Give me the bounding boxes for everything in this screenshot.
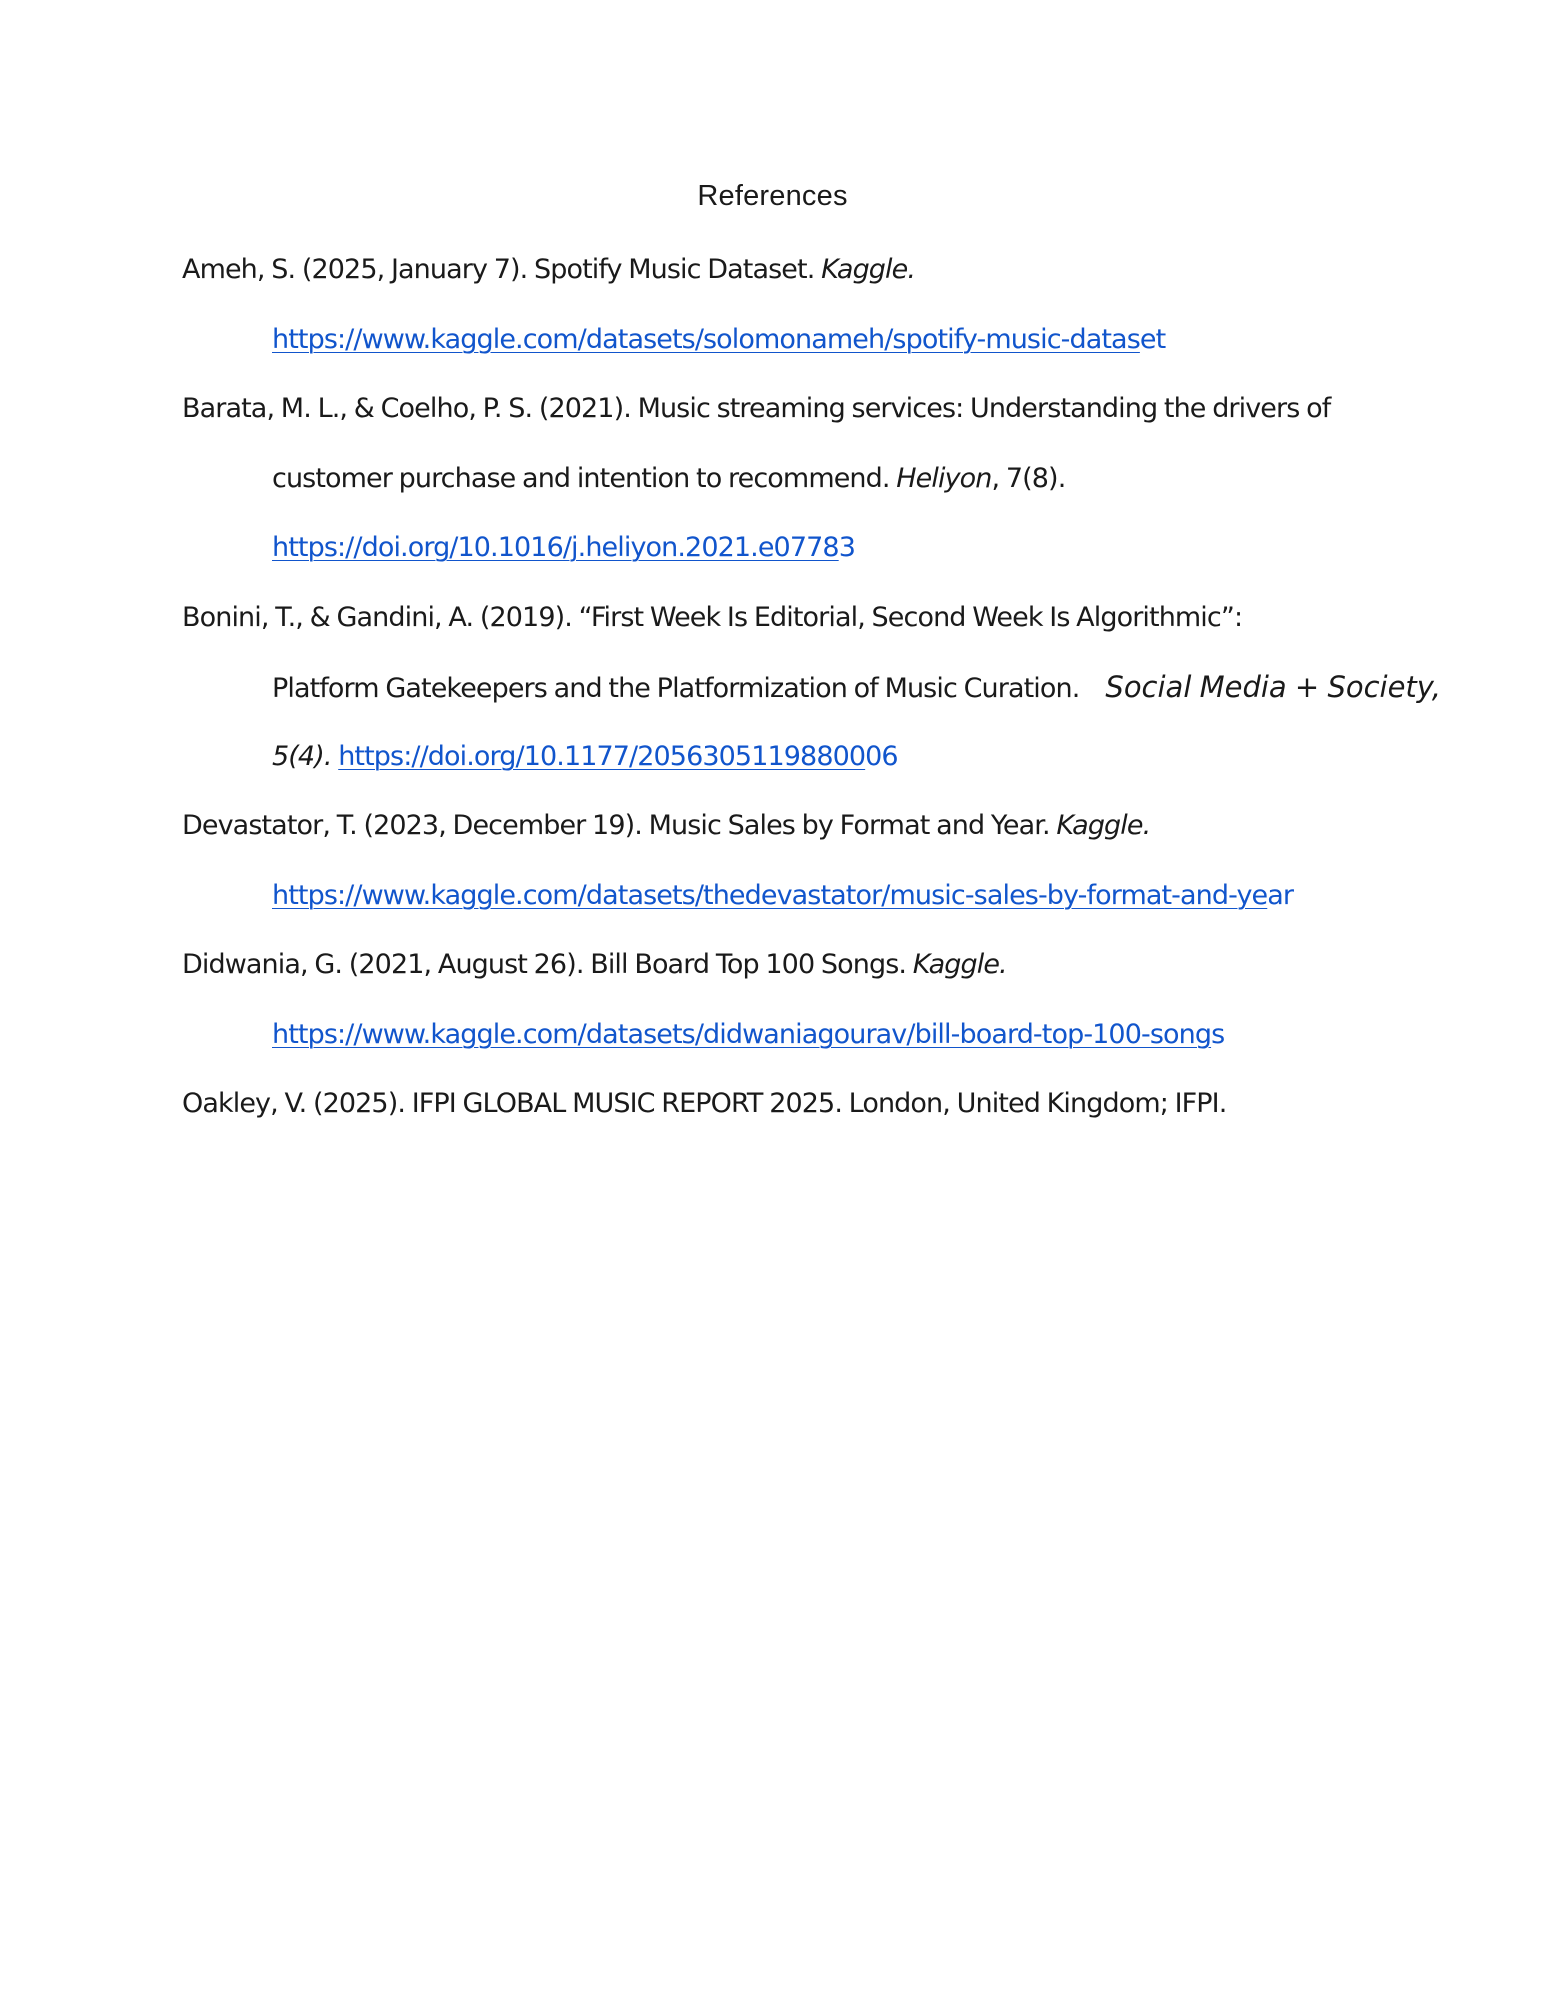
- reference-text: Didwania, G. (2021, August 26). Bill Board Top 100 Songs.: [182, 949, 913, 980]
- reference-text: Devastator, T. (2023, December 19). Music Sales by Format and Year.: [182, 810, 1057, 841]
- reference-text: Platform Gatekeepers and the Platformization of Music Curation.: [272, 673, 1080, 704]
- reference-didwania: [182, 941, 1422, 1011]
- reference-bonini: [182, 594, 1422, 664]
- reference-bonini-line2: [182, 663, 1441, 733]
- reference-text: Bonini, T., & Gandini, A. (2019). “First Week Is Editorial, Second Week Is Algorithmic”:: [182, 601, 1243, 633]
- reference-ameh-url-line: [182, 316, 1422, 386]
- reference-text: Barata, M. L., & Coelho, P. S. (2021). Music streaming services: Understanding the drivers of: [182, 393, 1331, 424]
- reference-barata: [182, 385, 1422, 455]
- reference-ameh: [182, 246, 1422, 316]
- reference-devastator-url-line: [182, 872, 1422, 942]
- reference-link[interactable]: https://doi.org/10.1177/20563051198800: [338, 740, 866, 772]
- reference-journal: Heliyon: [896, 462, 992, 494]
- reference-link[interactable]: https://www.kaggle.com/datasets/thedevastator/music-sales-by-format-and-ye: [272, 879, 1268, 911]
- reference-text: customer purchase and intention to recommend.: [272, 462, 897, 494]
- reference-source: Kaggle.: [912, 949, 1007, 980]
- reference-devastator: [182, 802, 1422, 872]
- reference-barata-line2: [182, 455, 1422, 525]
- reference-source: Kaggle.: [1056, 810, 1151, 841]
- reference-text: Ameh, S. (2025, January 7). Spotify Music Dataset.: [182, 254, 822, 285]
- reference-link-tail[interactable]: 3: [838, 532, 855, 563]
- reference-oakley: [182, 1080, 1422, 1150]
- reference-text: , 7(8).: [991, 462, 1066, 494]
- reference-bonini-url-line: [182, 733, 1422, 803]
- page-title: References: [697, 180, 848, 212]
- reference-volume: 5(4).: [272, 740, 332, 772]
- reference-text: Oakley, V. (2025). IFPI GLOBAL MUSIC REPORT 2025. London, United Kingdom; IFPI.: [182, 1088, 1227, 1119]
- reference-didwania-url-line: [182, 1011, 1422, 1081]
- reference-journal: Social Media + Society,: [1105, 670, 1441, 704]
- reference-list: [182, 246, 1441, 1150]
- reference-source: Kaggle.: [821, 254, 916, 285]
- reference-link-tail[interactable]: s: [1211, 1018, 1225, 1050]
- reference-barata-url-line: [182, 524, 1422, 594]
- reference-link-tail[interactable]: ar: [1267, 879, 1294, 911]
- reference-link-tail[interactable]: et: [1139, 323, 1166, 355]
- reference-link[interactable]: https://www.kaggle.com/datasets/solomonameh/spotify-music-datas: [272, 323, 1140, 355]
- reference-link[interactable]: https://doi.org/10.1016/j.heliyon.2021.e0778: [272, 532, 839, 563]
- reference-link[interactable]: https://www.kaggle.com/datasets/didwaniagourav/bill-board-top-100-song: [272, 1018, 1212, 1050]
- reference-link-tail[interactable]: 06: [865, 740, 898, 772]
